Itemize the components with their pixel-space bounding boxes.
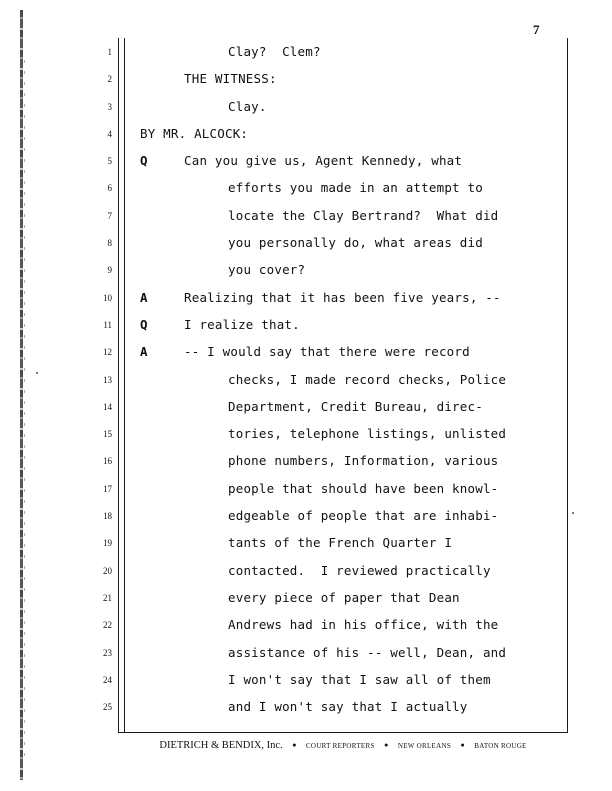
transcript-text: locate the Clay Bertrand? What did (228, 207, 499, 223)
transcript-text: -- I would say that there were record (184, 344, 470, 360)
scan-speck (36, 372, 38, 374)
transcript-text: phone numbers, Information, various (228, 453, 499, 469)
transcript-text: checks, I made record checks, Police (228, 371, 507, 387)
line-number: 2 (107, 74, 112, 85)
transcript-text: Realizing that it has been five years, -- (184, 289, 501, 305)
line-number: 11 (103, 319, 112, 330)
transcript-line (124, 670, 564, 697)
line-number: 1 (107, 47, 112, 57)
firm-name: DIETRICH & BENDIX, Inc. (159, 740, 283, 751)
line-number: 4 (107, 128, 112, 139)
line-number: 20 (103, 565, 112, 576)
transcript-text: you cover? (228, 262, 306, 278)
transcript-line (124, 97, 564, 124)
footer-new-orleans: NEW ORLEANS (397, 742, 452, 750)
footer-bullet: ● (460, 741, 465, 749)
transcript-text: I realize that. (184, 316, 300, 332)
line-number: 15 (103, 429, 112, 440)
line-number: 21 (103, 592, 112, 603)
scan-binding-edge (20, 10, 23, 780)
transcript-text: contacted. I reviewed practically (228, 562, 491, 578)
transcript-line (124, 69, 564, 96)
scan-binding-shadow (24, 60, 25, 760)
transcript-text: Clay. (228, 98, 267, 114)
speaker-marker: Q (140, 316, 148, 332)
line-number: 3 (107, 101, 112, 112)
transcript-line (124, 643, 564, 670)
transcript-line (124, 260, 564, 287)
page-number: 7 (533, 22, 540, 37)
transcript-line (124, 342, 564, 369)
transcript-text: Can you give us, Agent Kennedy, what (184, 153, 463, 169)
line-number: 19 (103, 538, 112, 549)
transcript-text: tants of the French Quarter I (228, 535, 453, 551)
transcript-line (124, 151, 564, 178)
transcript-body (124, 42, 564, 724)
transcript-line (124, 178, 564, 205)
line-number: 5 (107, 156, 112, 167)
transcript-text: people that should have been knowl- (228, 480, 499, 496)
line-number: 24 (103, 674, 112, 685)
speaker-marker: Q (140, 153, 148, 169)
line-number: 25 (103, 702, 112, 713)
line-number: 16 (103, 456, 112, 467)
transcript-line (124, 451, 564, 478)
transcript-text: Andrews had in his office, with the (228, 617, 499, 633)
footer-court-reporters: COURT REPORTERS (305, 742, 375, 750)
transcript-text: efforts you made in an attempt to (228, 180, 483, 196)
transcript-line (124, 533, 564, 560)
transcript-text: every piece of paper that Dean (228, 589, 460, 605)
line-number: 22 (103, 620, 112, 631)
transcript-line (124, 615, 564, 642)
line-number: 23 (103, 647, 112, 658)
transcript-line (124, 370, 564, 397)
transcript-line (124, 124, 564, 151)
transcript-text: tories, telephone listings, unlisted (228, 426, 507, 442)
transcript-text: edgeable of people that are inhabi- (228, 508, 499, 524)
transcript-text: I won't say that I saw all of them (228, 671, 491, 687)
speaker-marker: A (140, 289, 148, 305)
line-number: 12 (103, 347, 112, 358)
transcript-line (124, 42, 564, 69)
speaker-marker: A (140, 344, 148, 360)
transcript-text: Clay? Clem? (228, 44, 321, 59)
transcript-text: you personally do, what areas did (228, 235, 483, 251)
line-number: 13 (103, 374, 112, 385)
transcript-text: assistance of his -- well, Dean, and (228, 644, 507, 660)
line-number: 10 (103, 292, 112, 303)
reporter-footer (118, 740, 568, 751)
line-number: 7 (107, 210, 112, 221)
transcript-line (124, 479, 564, 506)
scan-speck (572, 512, 574, 514)
transcript-text: THE WITNESS: (184, 71, 277, 87)
transcript-text: and I won't say that I actually (228, 699, 468, 715)
transcript-line (124, 206, 564, 233)
transcript-text: Department, Credit Bureau, direc- (228, 398, 483, 414)
transcript-line (124, 288, 564, 315)
transcript-line (124, 233, 564, 260)
transcript-line (124, 397, 564, 424)
footer-bullet: ● (384, 741, 389, 749)
line-number: 8 (107, 238, 112, 249)
footer-baton-rouge: BATON ROUGE (474, 742, 527, 750)
line-number-column (88, 42, 116, 724)
footer-bullet: ● (292, 741, 297, 749)
line-number: 14 (103, 401, 112, 412)
transcript-text: BY MR. ALCOCK: (140, 125, 249, 141)
line-number: 6 (107, 183, 112, 194)
line-number: 9 (107, 265, 112, 276)
transcript-line (124, 588, 564, 615)
transcript-line (124, 315, 564, 342)
transcript-line (124, 506, 564, 533)
transcript-line (124, 424, 564, 451)
line-number: 18 (103, 511, 112, 522)
transcript-line (124, 561, 564, 588)
transcript-line (124, 697, 564, 724)
line-number: 17 (103, 483, 112, 494)
